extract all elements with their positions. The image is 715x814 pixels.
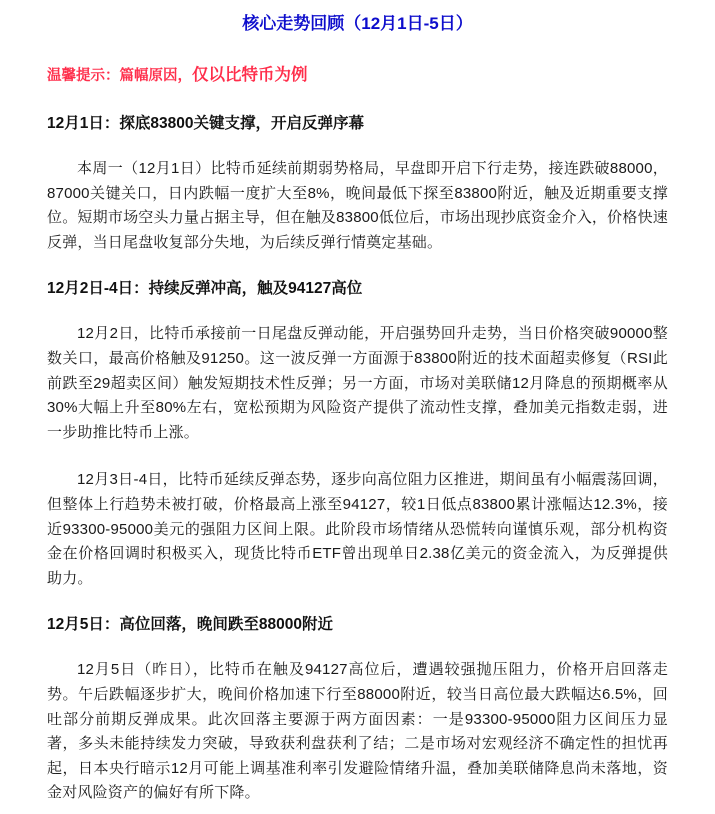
section	[47, 614, 668, 806]
paragraph: 12月5日（昨日），比特币在触及94127高位后，遭遇较强抛压阻力，价格开启回落走势。午后跌幅逐步扩大，晚间价格加速下行至88000附近，较当日高位最大跌幅达6.5%，回吐部分前期反弹成果。此次回落主要源于两方面因素：一是93300-95000阻力区间压力显著，多头未能持续发力突破，导致获利盘获利了结；二是市场对宏观经济不确定性的担忧再起，日本央行暗示12月可能上调基准利率引发避险情绪升温，叠加美联储降息尚未落地，资金对风险资产的偏好有所下降。	[47, 661, 668, 802]
section-heading: 12月1日：探底83800关键支撑，开启反弹序幕	[47, 115, 364, 132]
notice	[47, 64, 668, 87]
section-heading: 12月5日：高位回落，晚间跌至88000附近	[47, 616, 333, 634]
notice-emphasis: 仅以比特币为例	[192, 66, 308, 84]
section-heading: 12月2日-4日：持续反弹冲高，触及94127高位	[47, 280, 363, 298]
document	[47, 13, 668, 806]
page-title: 核心走势回顾（12月1日-5日）	[242, 14, 473, 33]
section	[47, 113, 668, 255]
sections-container	[47, 113, 668, 806]
notice-prefix: 温馨提示：篇幅原因，	[47, 68, 192, 84]
section	[47, 278, 668, 591]
paragraph: 本周一（12月1日）比特币延续前期弱势格局，早盘即开启下行走势，接连跌破88000，87000关键关口，日内跌幅一度扩大至8%，晚间最低下探至83800附近，触及近期重要支撑位。短期市场空头力量占据主导，但在触及83800低位后，市场出现抄底资金介入，价格快速反弹，当日尾盘收复部分失地，为后续反弹行情奠定基础。	[47, 160, 668, 251]
paragraph: 12月3日-4日，比特币延续反弹态势，逐步向高位阻力区推进，期间虽有小幅震荡回调，但整体上行趋势未被打破，价格最高上涨至94127，较1日低点83800累计涨幅达12.3%，接近93300-95000美元的强阻力区间上限。此阶段市场情绪从恐慌转向谨慎乐观，部分机构资金在价格回调时积极买入，现货比特币ETF曾出现单日2.38亿美元的资金流入，为反弹提供助力。	[47, 471, 668, 587]
paragraph: 12月2日，比特币承接前一日尾盘反弹动能，开启强势回升走势，当日价格突破90000整数关口，最高价格触及91250。这一波反弹一方面源于83800附近的技术面超卖修复（RSI此前跌至29超卖区间）触发短期技术性反弹；另一方面，市场对美联储12月降息的预期概率从30%大幅上升至80%左右，宽松预期为风险资产提供了流动性支撑，叠加美元指数走弱，进一步助推比特币上涨。	[47, 325, 668, 441]
